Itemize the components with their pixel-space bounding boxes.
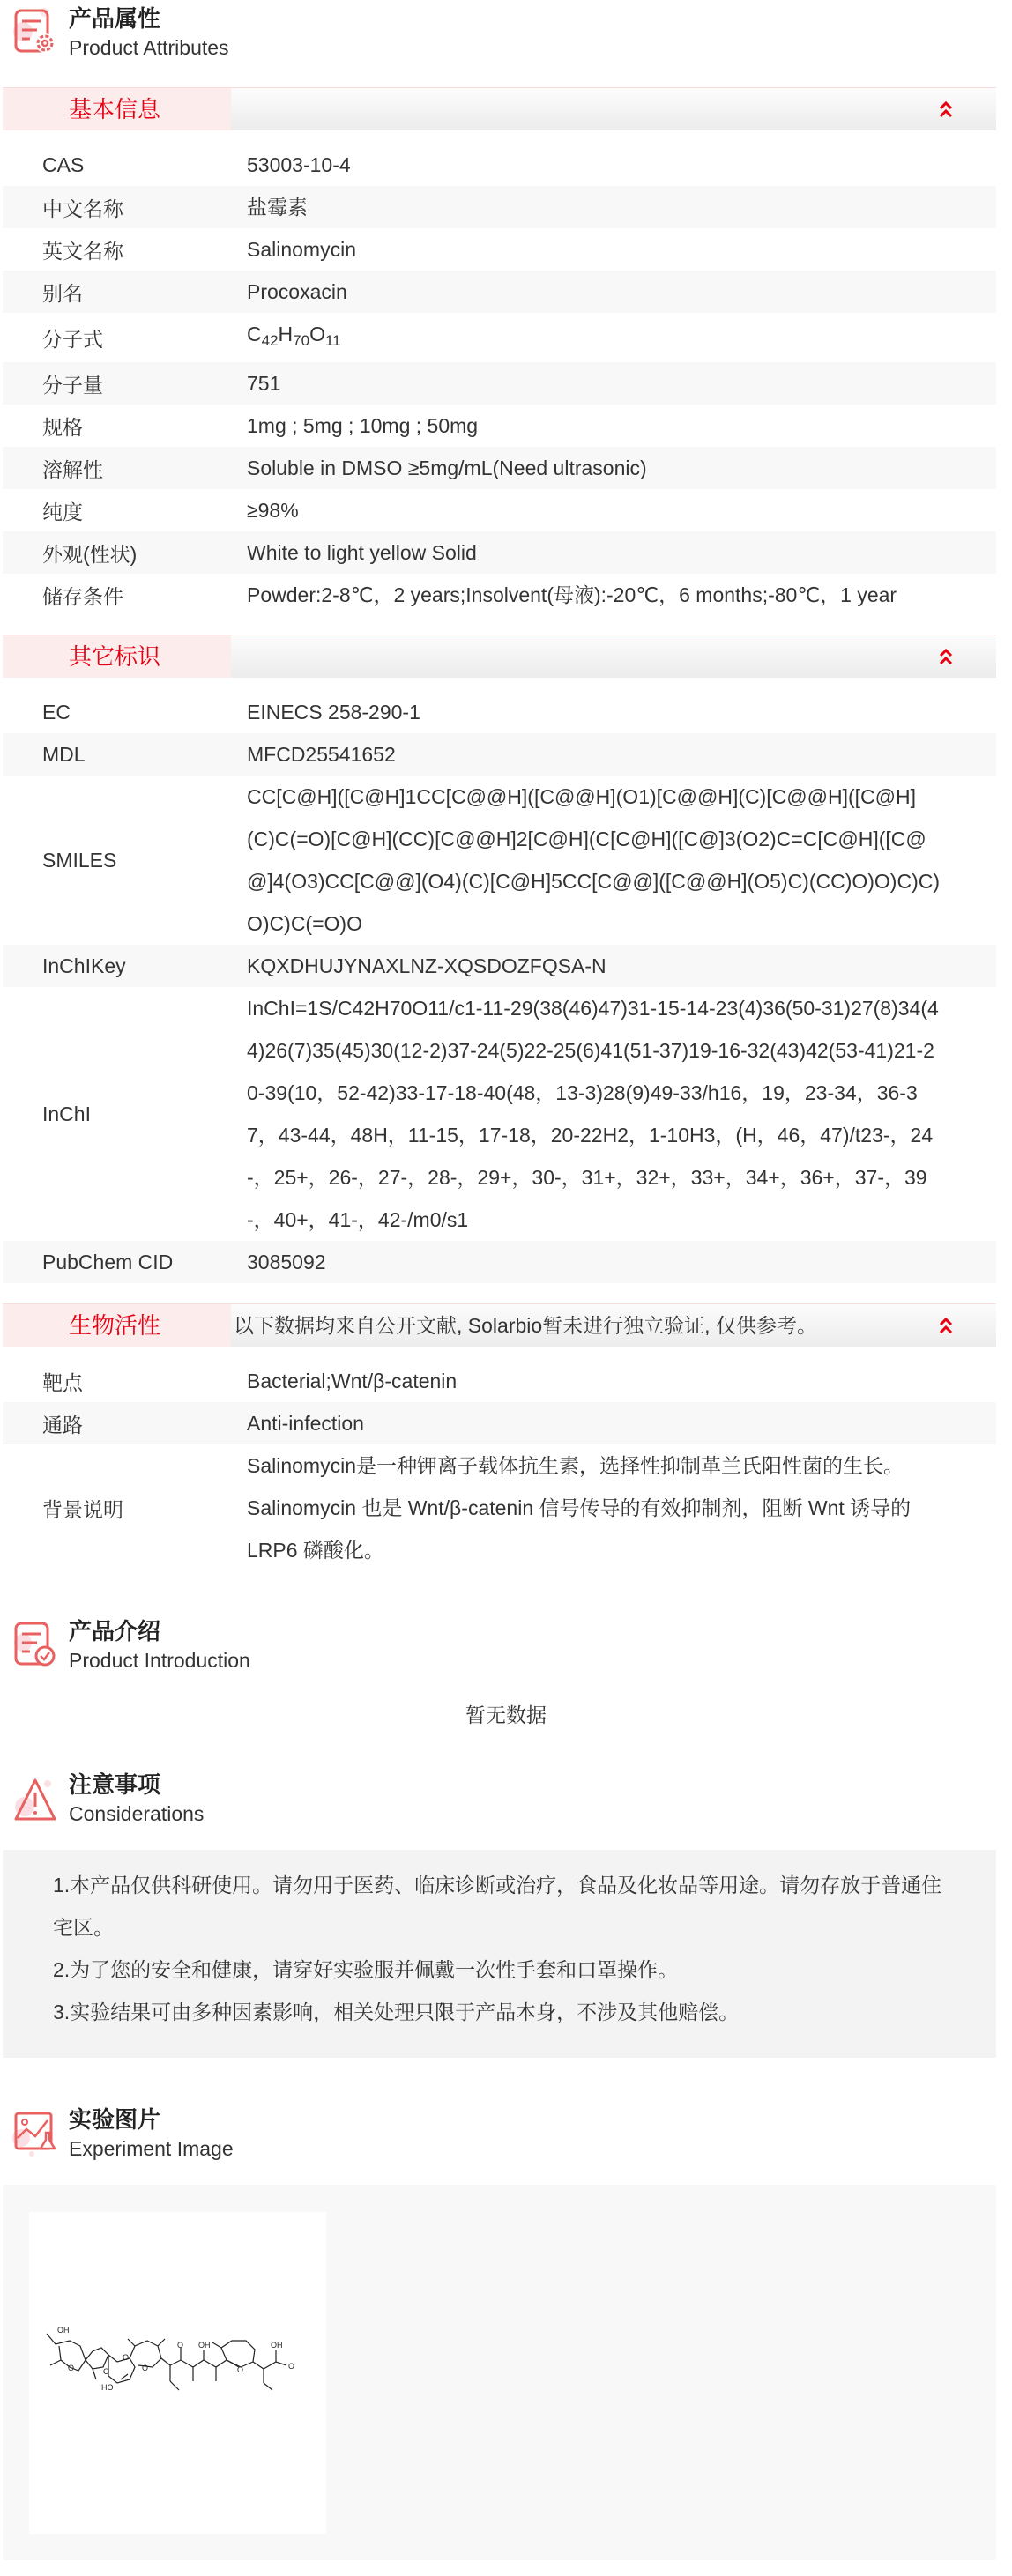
- table-row: [3, 1241, 996, 1283]
- disclaimer-note: 以下数据均来自公开文献, Solarbio暂未进行独立验证, 仅供参考。: [234, 1314, 817, 1337]
- formula-o-count: 11: [324, 332, 341, 349]
- molecular-formula: [247, 313, 996, 362]
- row-label: SMILES: [42, 848, 117, 872]
- double-chevron-up-icon[interactable]: [935, 1315, 956, 1336]
- row-label: 靶点: [42, 1370, 83, 1394]
- row-label: 通路: [42, 1413, 83, 1436]
- row-label: 储存条件: [42, 584, 123, 608]
- table-row: [3, 1360, 996, 1402]
- table-row: [3, 691, 996, 733]
- table-row: [3, 228, 996, 271]
- other-ids-bar[interactable]: [3, 635, 996, 678]
- bio-activity-bar[interactable]: [3, 1303, 996, 1347]
- formula-o: O: [309, 323, 325, 345]
- row-label: EC: [42, 700, 71, 724]
- svg-text:OH: OH: [271, 2341, 283, 2350]
- formula-h-count: 70: [293, 332, 310, 349]
- row-value: ≥98%: [247, 499, 299, 522]
- section-title-en: Considerations: [69, 1802, 205, 1825]
- document-gear-icon: [12, 7, 58, 56]
- basic-info-bar[interactable]: [3, 87, 996, 130]
- table-row: [3, 531, 996, 574]
- formula-c: C: [247, 323, 262, 345]
- inchi-value: InChI=1S/C42H70O11/c1-11-29(38(46)47)31-15-14-23(4)36(50-31)27(8)34(44)26(7)35(45)30(12-2)37-24(5)22-25(6)41(51-37)19-16-32(43)42(53-41)21-20-39(10，52-42)33-17-18-40(48，13-3)28(9)49-33/h16，19，23-34，36-37，43-44，48H，11-15，17-18，20-22H2，1-10H3，(H，46，47)/t23-，24-，25+，26-，27-，28-，29+，30-，31+，32+，33+，34+，36+，37-，39-，40+，41-，42-/m0/s1: [247, 997, 939, 1231]
- table-row: [3, 186, 996, 228]
- consideration-item: 2.为了您的安全和健康，请穿好实验服并佩戴一次性手套和口罩操作。: [53, 1958, 679, 1981]
- double-chevron-up-icon[interactable]: [935, 646, 956, 667]
- table-row: [3, 945, 996, 987]
- section-title-en: Product Attributes: [69, 36, 229, 59]
- row-value: Procoxacin: [247, 280, 347, 303]
- svg-text:OH: OH: [198, 2341, 211, 2350]
- table-row: [3, 313, 996, 362]
- table-row: [3, 776, 996, 945]
- svg-text:O: O: [123, 2353, 130, 2362]
- warning-triangle-icon: [12, 1773, 58, 1823]
- section-title-cn: 产品属性: [69, 5, 161, 32]
- table-row: [3, 1402, 996, 1444]
- product-attributes-header: [0, 0, 529, 62]
- row-label: 分子式: [42, 327, 103, 351]
- bio-activity-table: [3, 1360, 996, 1571]
- row-label: 别名: [42, 281, 83, 305]
- smiles-value: CC[C@H]([C@H]1CC[C@@H]([C@@H](O1)[C@@H](C)[C@@H]([C@H](C)C(=O)[C@H](CC)[C@@H]2[C@H](C[C@H]([C@]3(O2)C=C[C@H]([C@@]4(O3)CC[C@@](O4)(C)[C@H]5CC[C@@]([C@@H](O5)C)(CC)O)O)C)C)O)C)C(=O)O: [247, 785, 941, 935]
- table-row: [3, 362, 996, 405]
- row-label: PubChem CID: [42, 1250, 174, 1273]
- structure-label: OH: [57, 2326, 70, 2335]
- row-label: InChIKey: [42, 954, 126, 977]
- salinomycin-structure-drawing: [38, 2325, 316, 2409]
- row-value: 1mg ; 5mg ; 10mg ; 50mg: [247, 414, 479, 437]
- section-title-cn: 实验图片: [69, 2106, 161, 2133]
- row-value: MFCD25541652: [247, 743, 396, 766]
- row-value: Anti-infection: [247, 1412, 364, 1435]
- row-label: 外观(性状): [42, 542, 138, 566]
- svg-text:O: O: [68, 2364, 75, 2372]
- svg-text:O: O: [177, 2341, 184, 2350]
- table-row: [3, 489, 996, 531]
- row-label: 分子量: [42, 373, 103, 397]
- row-value: 盐霉素: [247, 196, 308, 219]
- table-row: [3, 271, 996, 313]
- basic-info-tab[interactable]: 基本信息: [3, 88, 231, 130]
- svg-text:O: O: [288, 2362, 295, 2371]
- row-value: EINECS 258-290-1: [247, 701, 420, 724]
- formula-c-count: 42: [261, 332, 279, 349]
- product-intro-header: [0, 1613, 529, 1674]
- experiment-image-header: [0, 2101, 529, 2163]
- svg-text:O: O: [142, 2364, 149, 2372]
- row-value: Salinomycin: [247, 238, 356, 261]
- considerations-box: [3, 1850, 996, 2058]
- row-label: 中文名称: [42, 197, 123, 220]
- row-label: CAS: [42, 152, 85, 176]
- row-value: Bacterial;Wnt/β-catenin: [247, 1370, 458, 1392]
- table-row: [3, 574, 996, 616]
- section-title-en: Experiment Image: [69, 2137, 234, 2160]
- empty-state-text: 暂无数据: [465, 1704, 547, 1726]
- table-row: [3, 405, 996, 447]
- table-row: [3, 987, 996, 1241]
- inchikey-value: KQXDHUJYNAXLNZ-XQSDOZFQSA-N: [247, 954, 606, 977]
- bio-activity-tab[interactable]: 生物活性: [3, 1304, 231, 1347]
- row-label: InChI: [42, 1102, 91, 1125]
- basic-info-table: [3, 144, 996, 616]
- row-label: 背景说明: [42, 1497, 123, 1521]
- row-label: 纯度: [42, 500, 83, 523]
- other-ids-tab[interactable]: 其它标识: [3, 635, 231, 678]
- other-ids-table: [3, 691, 996, 1283]
- row-label: 规格: [42, 415, 83, 439]
- formula-h: H: [278, 323, 294, 345]
- svg-text:O: O: [103, 2367, 110, 2376]
- experiment-image-gallery: [3, 2185, 996, 2560]
- row-label: MDL: [42, 742, 86, 766]
- row-value: 53003-10-4: [247, 153, 351, 176]
- section-title-cn: 注意事项: [69, 1771, 161, 1798]
- svg-text:O: O: [237, 2365, 244, 2374]
- table-row: [3, 733, 996, 776]
- row-label: 英文名称: [42, 239, 123, 263]
- table-row: [3, 1444, 996, 1571]
- consideration-item: 3.实验结果可由多种因素影响，相关处理只限于产品本身，不涉及其他赔偿。: [53, 2001, 740, 2023]
- pubchem-value: 3085092: [247, 1251, 326, 1273]
- row-label: 溶解性: [42, 457, 103, 481]
- table-row: [3, 447, 996, 489]
- structure-image[interactable]: [29, 2212, 326, 2534]
- row-value: Soluble in DMSO ≥5mg/mL(Need ultrasonic): [247, 457, 647, 479]
- image-flask-icon: [12, 2108, 58, 2157]
- table-row: [3, 144, 996, 186]
- row-value: White to light yellow Solid: [247, 541, 477, 564]
- consideration-item: 1.本产品仅供科研使用。请勿用于医药、临床诊断或治疗，食品及化妆品等用途。请勿存放于普通住宅区。: [53, 1874, 942, 1939]
- section-title-en: Product Introduction: [69, 1649, 250, 1672]
- double-chevron-up-icon[interactable]: [935, 99, 956, 120]
- section-title-cn: 产品介绍: [69, 1618, 161, 1644]
- row-value: 751: [247, 372, 281, 395]
- row-value: Powder:2-8℃，2 years;Insolvent(母液):-20℃，6 months;-80℃，1 year: [247, 583, 897, 606]
- svg-text:HO: HO: [101, 2383, 114, 2392]
- document-check-icon: [12, 1620, 58, 1669]
- background-description: Salinomycin是一种钾离子载体抗生素，选择性抑制革兰氏阳性菌的生长。Salinomycin 也是 Wnt/β-catenin 信号传导的有效抑制剂，阻断 Wnt 诱导的 LRP6 磷酸化。: [247, 1454, 912, 1562]
- considerations-header: [0, 1766, 529, 1828]
